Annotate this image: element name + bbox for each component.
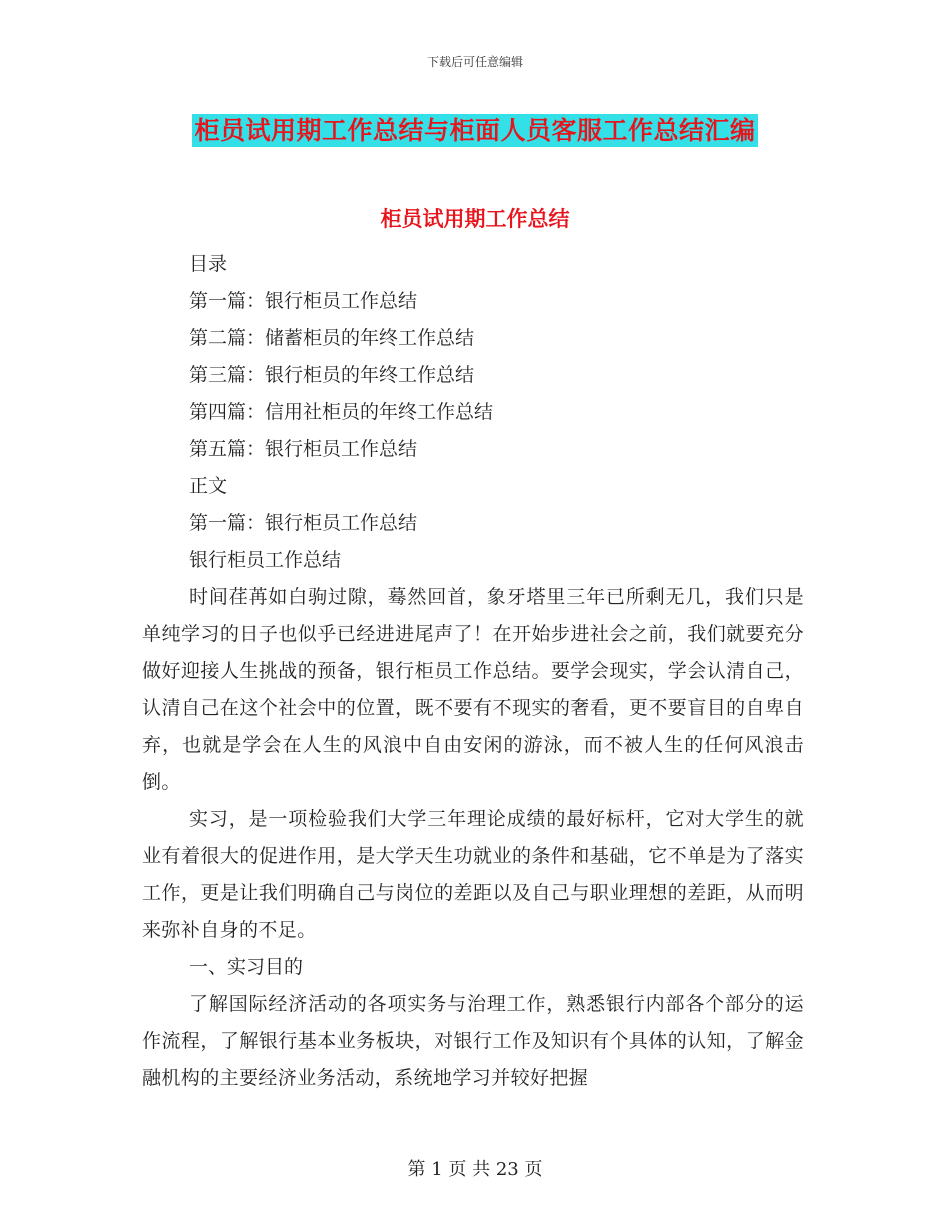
toc-item: 第五篇：银行柜员工作总结: [189, 438, 418, 460]
page-footer: 第 1 页 共 23 页: [407, 1159, 543, 1180]
document-title-text: 柜员试用期工作总结与柜面人员客服工作总结汇编: [194, 116, 756, 145]
toc-item: 第二篇：储蓄柜员的年终工作总结: [189, 327, 475, 349]
article-title: 银行柜员工作总结: [189, 549, 342, 571]
header-note: 下载后可任意编辑: [426, 55, 523, 69]
paragraph: 时间荏苒如白驹过隙，蓦然回首，象牙塔里三年已所剩无几，我们只是单纯学习的日子也似乎已经进进尾声了！在开始步进社会之前，我们就要充分做好迎接人生挑战的预备，银行柜员工作总结。要学会现实，学会认清自己，认清自己在这个社会中的位置，既不要有不现实的奢看，更不要盲目的自卑自弃，也就是学会在人生的风浪中自由安闲的游泳，而不被人生的任何风浪击倒。: [142, 586, 804, 793]
toc-item: 第四篇：信用社柜员的年终工作总结: [189, 401, 494, 423]
section-subtitle: 柜员试用期工作总结: [380, 207, 570, 231]
body-heading: 正文: [189, 475, 228, 497]
paragraph: 了解国际经济活动的各项实务与治理工作，熟悉银行内部各个部分的运作流程，了解银行基本业务板块，对银行工作及知识有个具体的认知，了解金融机构的主要经济业务活动，系统地学习并较好把握: [142, 993, 804, 1089]
section-title: 第一篇：银行柜员工作总结: [189, 512, 418, 534]
paragraph: 实习，是一项检验我们大学三年理论成绩的最好标杆，它对大学生的就业有着很大的促进作用，是大学天生功就业的条件和基础，它不单是为了落实工作，更是让我们明确自己与岗位的差距以及自己与职业理想的差距，从而明来弥补自身的不足。: [142, 808, 804, 941]
toc-item: 第三篇：银行柜员的年终工作总结: [189, 364, 475, 386]
document-title: [0, 111, 950, 147]
document-body: [142, 246, 804, 1097]
subheading: 一、实习目的: [189, 956, 304, 978]
toc-heading: 目录: [189, 253, 228, 275]
toc-item: 第一篇：银行柜员工作总结: [189, 290, 418, 312]
